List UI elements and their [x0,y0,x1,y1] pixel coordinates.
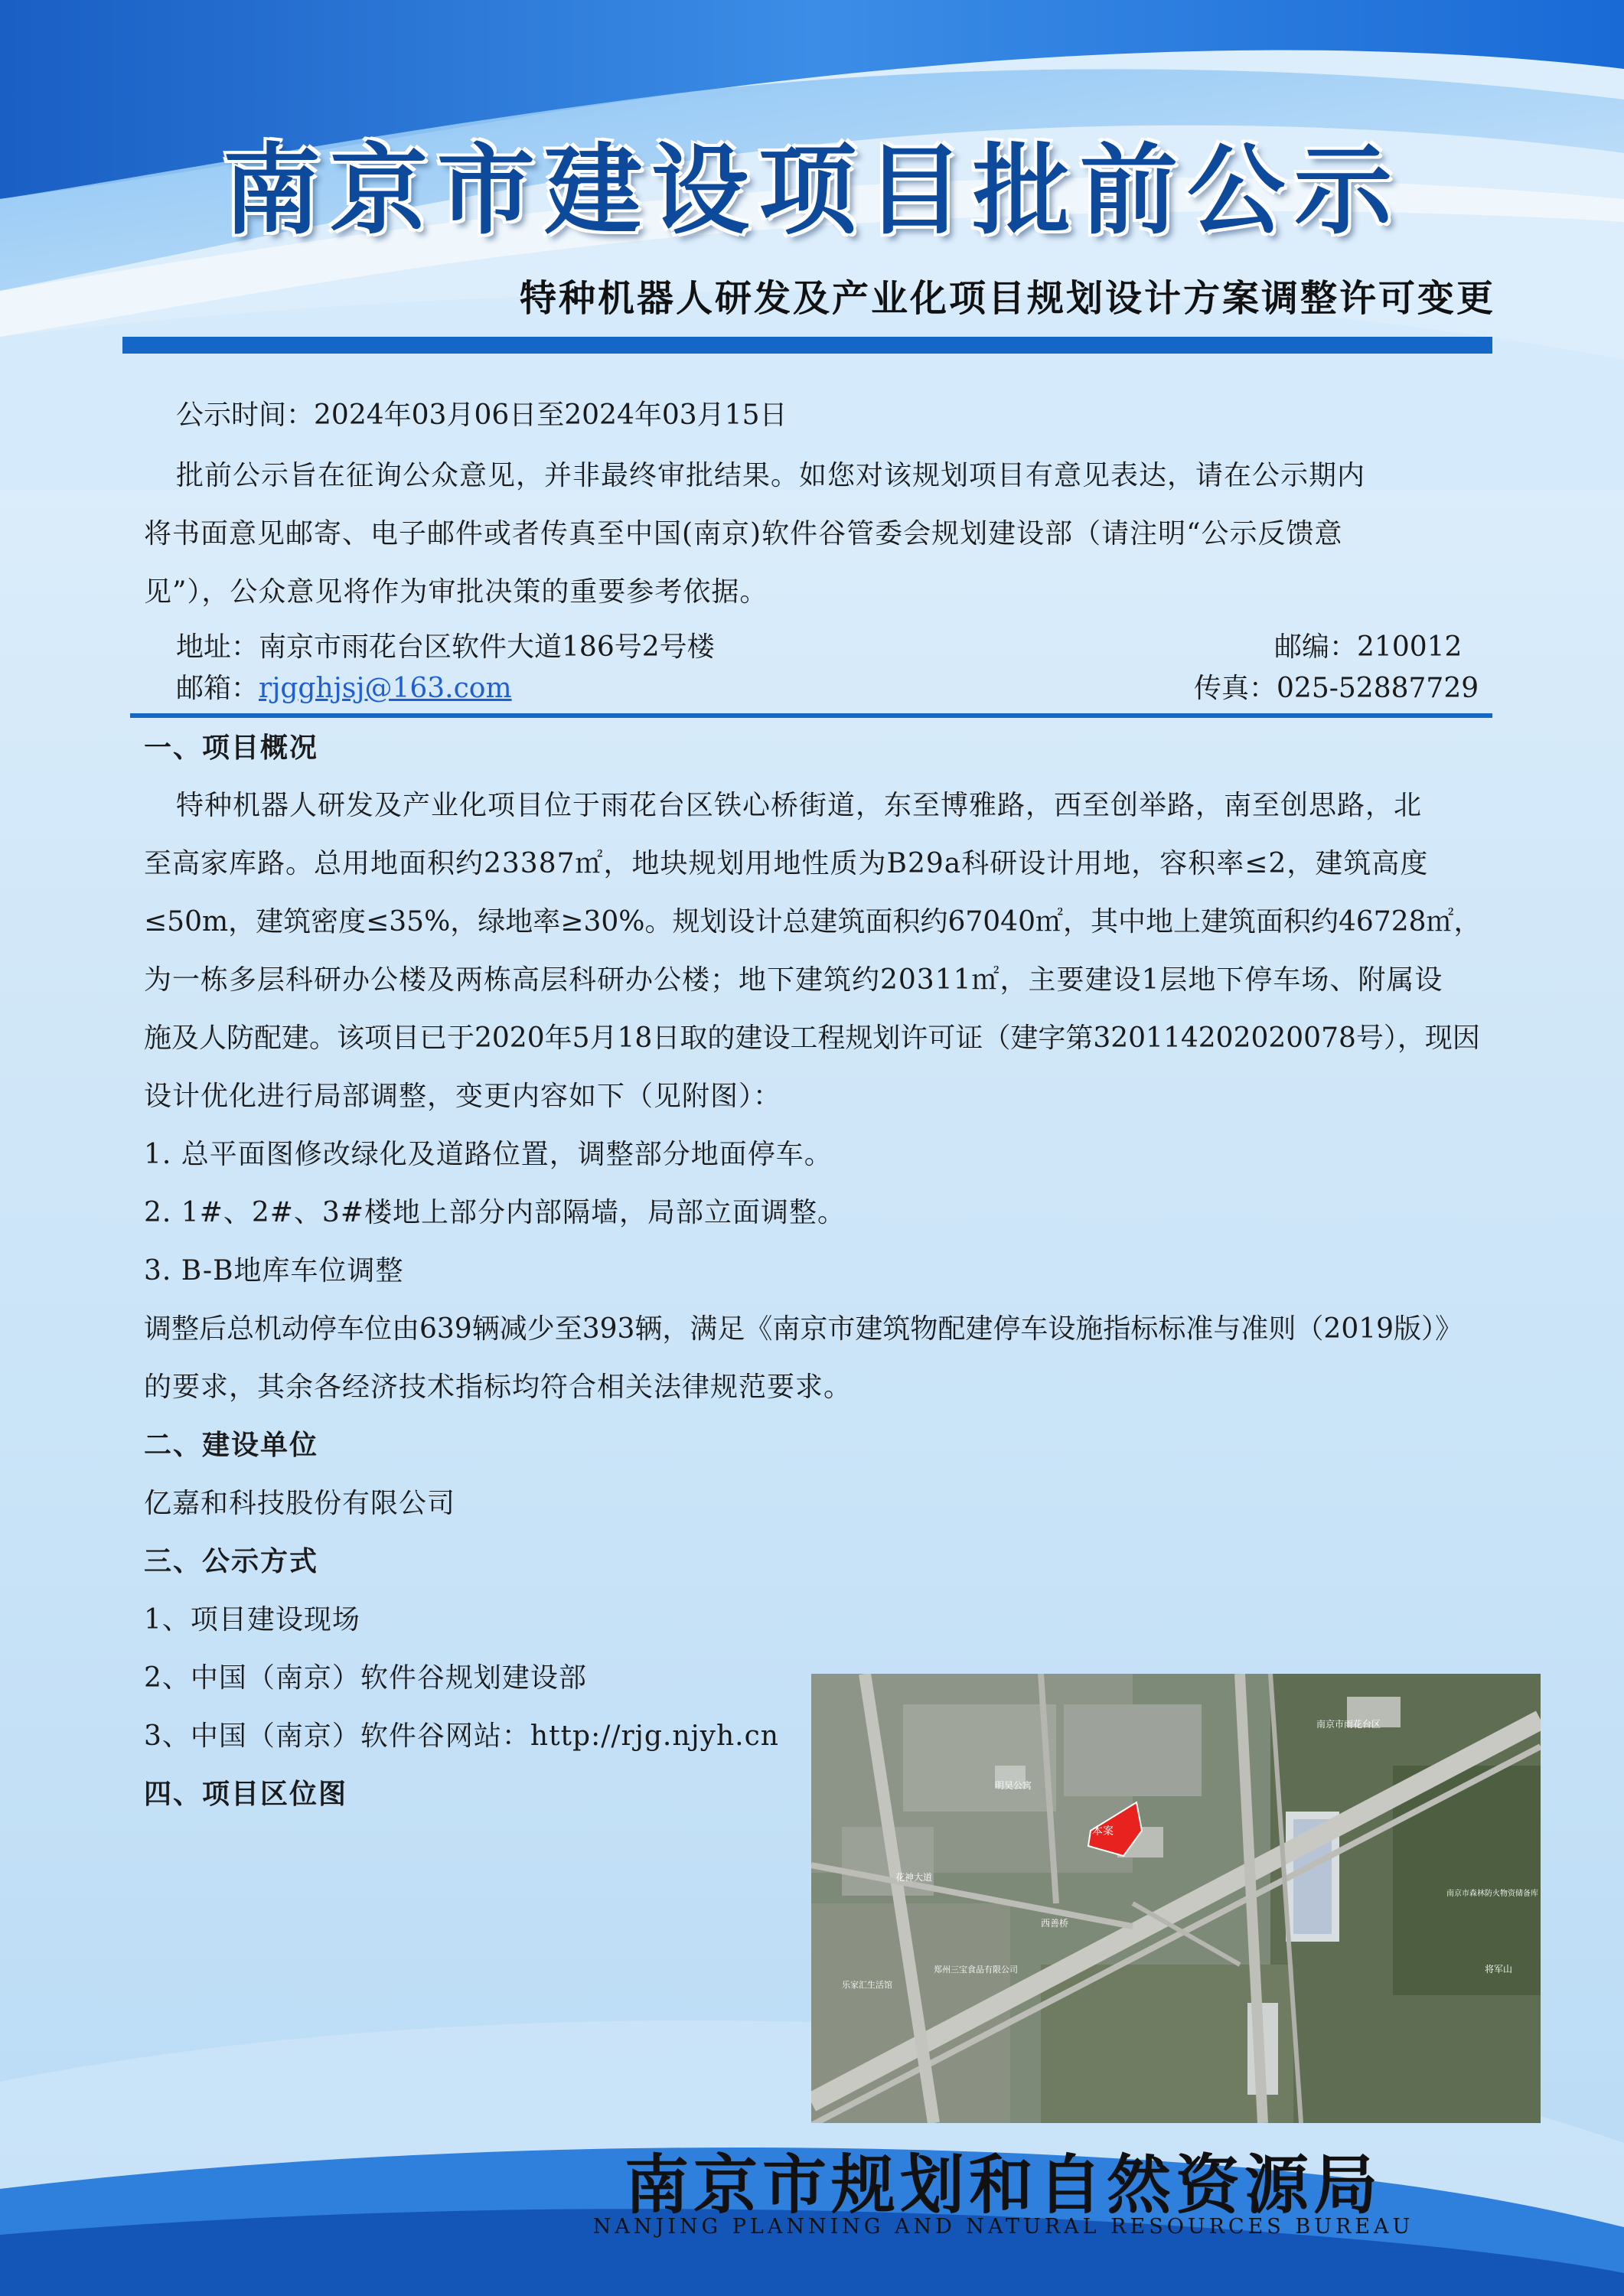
postcode-label: 邮编： [1274,631,1358,663]
section-title-method: 三、公示方式 [144,1546,319,1577]
overview-line: 施及人防配建。该项目已于2020年5月18日取的建设工程规划许可证（建字第320114202020078号），现因 [144,1022,1480,1054]
intro-line: 将书面意见邮寄、电子邮件或者传真至中国(南京)软件谷管委会规划建设部（请注明“公示反馈意 [144,518,1343,550]
intro-line: 见”），公众意见将作为审批决策的重要参考依据。 [144,576,768,608]
overview-line: 特种机器人研发及产业化项目位于雨花台区铁心桥街道，东至博雅路，西至创举路，南至创思路，北 [176,790,1423,821]
map-place-label: 乐家汇生活馆 [842,1980,892,1990]
map-place-label: 南京市森林防火物资储备库 [1446,1890,1538,1898]
address-label: 地址： [176,631,259,663]
map-place-label: 花神大道 [895,1872,933,1883]
email-label: 邮箱： [176,673,259,704]
overview-line: ≤50m，建筑密度≤35%，绿地率≥30%。规划设计总建筑面积约67040㎡，其中地上建筑面积约46728㎡， [144,906,1482,938]
change-item: 3. B-B地库车位调整 [144,1255,404,1287]
map-place-label: 西善桥 [1041,1918,1069,1929]
address [176,626,715,669]
notice-time-value: 2024年03月06日至2024年03月15日 [314,400,788,431]
after-line: 的要求，其余各经济技术指标均符合相关法律规范要求。 [144,1371,853,1403]
section-title-builder: 二、建设单位 [144,1430,319,1461]
email-link[interactable]: rjgghjsj@163.com [259,673,512,704]
notice-time-label: 公示时间： [176,400,315,431]
location-map [811,1674,1541,2123]
contact-divider [130,713,1492,718]
overview-line: 至高家库路。总用地面积约23387㎡，地块规划用地性质为B29a科研设计用地，容积率≤2，建筑高度 [144,848,1429,879]
map-place-label: 南京市雨花台区 [1316,1719,1381,1730]
site-label: 本案 [1092,1825,1114,1838]
method-item: 1、项目建设现场 [144,1604,360,1636]
page-title: 南京市建设项目批前公示 [222,134,1401,248]
fax-value: 025-52887729 [1277,673,1479,704]
overview-line: 设计优化进行局部调整，变更内容如下（见附图）： [144,1081,782,1112]
section-title-location: 四、项目区位图 [144,1779,348,1810]
overview-line: 为一栋多层科研办公楼及两栋高层科研办公楼；地下建筑约20311㎡，主要建设1层地下停车场、附属设 [144,964,1443,996]
after-line: 调整后总机动停车位由639辆减少至393辆，满足《南京市建筑物配建停车设施指标标准与准则（2019版）》 [144,1313,1463,1345]
satellite-map-image [811,1674,1541,2123]
title-divider [122,337,1492,354]
issuer-name-cn: 南京市规划和自然资源局 [624,2147,1382,2223]
intro-line: 批前公示旨在征询公众意见，并非最终审批结果。如您对该规划项目有意见表达，请在公示期内 [176,460,1366,491]
change-item: 1. 总平面图修改绿化及道路位置，调整部分地面停车。 [144,1139,833,1170]
postcode [1274,626,1462,669]
map-place-label: 郑州三宝食品有限公司 [934,1965,1018,1975]
email [176,667,512,710]
method-item: 2、中国（南京）软件谷规划建设部 [144,1662,587,1694]
issuer-name-en: NANJING PLANNING AND NATURAL RESOURCES BUREAU [592,2215,1414,2239]
change-item: 2. 1#、2#、3#楼地上部分内部隔墙，局部立面调整。 [144,1197,846,1228]
notice-time [176,394,788,437]
fax-label: 传真： [1194,673,1277,704]
page-subtitle: 特种机器人研发及产业化项目规划设计方案调整许可变更 [519,277,1495,320]
fax [1194,667,1479,710]
section-title-overview: 一、项目概况 [144,732,319,764]
method-item: 3、中国（南京）软件谷网站：http://rjg.njyh.cn [144,1720,779,1752]
map-place-label: 将军山 [1485,1964,1513,1975]
builder-name: 亿嘉和科技股份有限公司 [144,1488,456,1519]
map-place-label: 明昊公寓 [995,1780,1032,1791]
address-value: 南京市雨花台区软件大道186号2号楼 [259,631,715,663]
postcode-value: 210012 [1357,631,1463,663]
